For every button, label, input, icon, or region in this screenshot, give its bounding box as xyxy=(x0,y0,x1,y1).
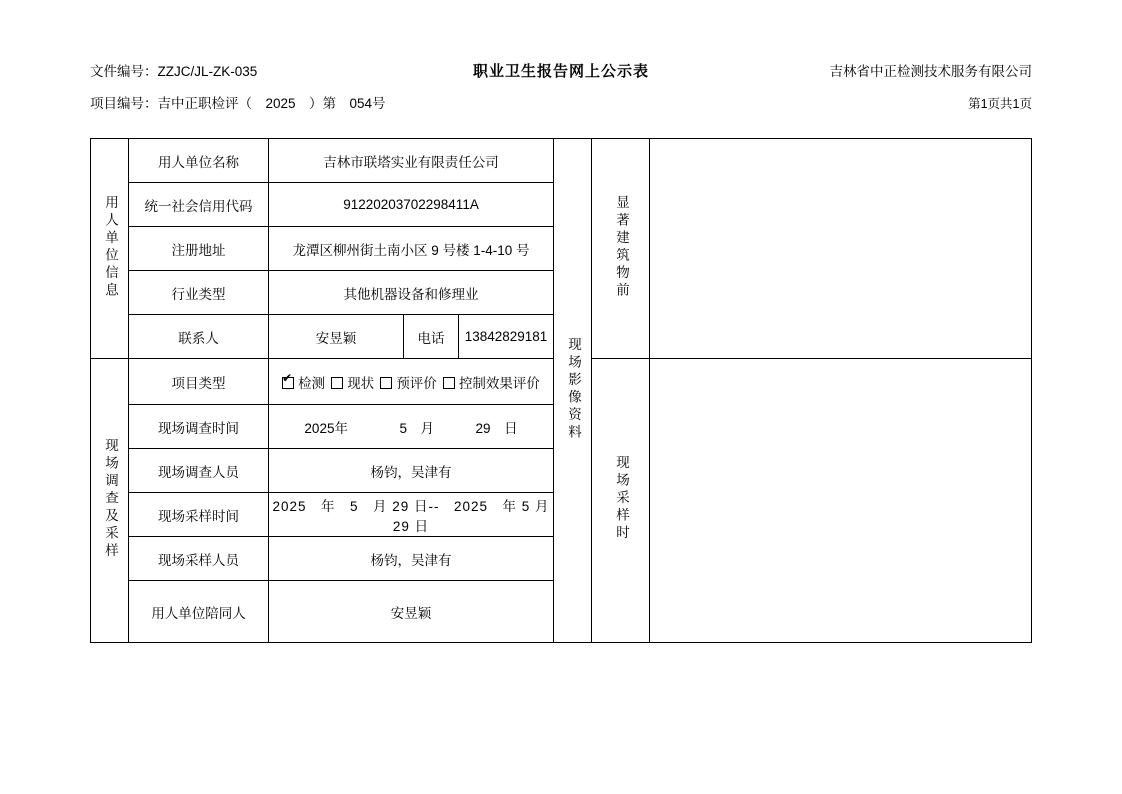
project-type-option-status[interactable] xyxy=(331,372,374,392)
header-row-second xyxy=(90,92,1032,112)
employer-name-label: 用人单位名称 xyxy=(129,139,269,183)
project-type-label: 项目类型 xyxy=(129,359,269,405)
side-label-employer-info xyxy=(91,139,129,359)
project-type-option-status-label: 现状 xyxy=(347,375,375,391)
project-type-option-preassessment[interactable] xyxy=(380,372,437,392)
page-indicator: 第1页共1页 xyxy=(968,97,1032,111)
project-type-option-control-effect[interactable] xyxy=(443,372,540,392)
survey-staff-value: 杨钧，吴津有 xyxy=(269,449,554,493)
checkbox-icon[interactable] xyxy=(443,377,455,389)
credit-code-value: 91220203702298411A xyxy=(269,183,554,227)
checkbox-icon[interactable] xyxy=(380,377,392,389)
side-label-survey-sampling xyxy=(91,359,129,643)
project-type-option-control-effect-label: 控制效果评价 xyxy=(458,375,540,391)
survey-staff-label: 现场调查人员 xyxy=(129,449,269,493)
table-row xyxy=(91,139,1032,183)
survey-time-month: 5 月 xyxy=(399,420,435,436)
address-value: 龙潭区柳州街土南小区 9 号楼 1-4-10 号 xyxy=(269,227,554,271)
checkbox-icon[interactable] xyxy=(331,377,343,389)
side-label-media-text: 现场影像资料 xyxy=(565,336,581,442)
main-table xyxy=(90,138,1032,643)
survey-time-label: 现场调查时间 xyxy=(129,405,269,449)
survey-time-day: 29 日 xyxy=(475,420,518,436)
sampling-staff-label: 现场采样人员 xyxy=(129,537,269,581)
document-number-label: 文件编号： xyxy=(90,64,158,79)
sampling-staff-value: 杨钧，吴津有 xyxy=(269,537,554,581)
header-row-top xyxy=(90,60,1032,80)
project-type-option-detection-label: 检测 xyxy=(298,375,326,391)
project-number-value: 吉中正职检评（ 2025 ）第 054号 xyxy=(157,96,386,111)
project-number-label: 项目编号： xyxy=(90,96,158,111)
side-label-photo2 xyxy=(592,359,650,643)
sampling-time-value: 2025 年 5 月 29 日-- 2025 年 5 月 29 日 xyxy=(269,493,554,537)
survey-time-year: 2025年 xyxy=(304,420,348,436)
project-type-option-preassessment-label: 预评价 xyxy=(396,375,437,391)
contact-value: 安昱颖 xyxy=(269,315,404,359)
industry-value: 其他机器设备和修理业 xyxy=(269,271,554,315)
project-number xyxy=(90,92,386,112)
survey-time-value xyxy=(269,405,554,449)
phone-label: 电话 xyxy=(404,315,459,359)
accompany-label: 用人单位陪同人 xyxy=(129,581,269,643)
accompany-value: 安昱颖 xyxy=(269,581,554,643)
company-name: 吉林省中正检测技术服务有限公司 xyxy=(829,64,1032,79)
side-label-photo1-text: 显著建筑物前 xyxy=(613,194,629,300)
project-type-option-detection[interactable] xyxy=(282,372,325,392)
employer-name-value: 吉林市联塔实业有限责任公司 xyxy=(269,139,554,183)
side-label-media xyxy=(554,139,592,643)
contact-label: 联系人 xyxy=(129,315,269,359)
photo-cell-sampling xyxy=(650,359,1032,643)
side-label-survey-sampling-text: 现场调查及采样 xyxy=(102,437,118,561)
document-number-value: ZZJC/JL-ZK-035 xyxy=(157,64,258,79)
address-label: 注册地址 xyxy=(129,227,269,271)
phone-value: 13842829181 xyxy=(459,315,554,359)
checkbox-checked-icon[interactable] xyxy=(282,377,294,389)
photo-cell-building-front xyxy=(650,139,1032,359)
side-label-employer-info-text: 用人单位信息 xyxy=(102,194,118,300)
credit-code-label: 统一社会信用代码 xyxy=(129,183,269,227)
industry-label: 行业类型 xyxy=(129,271,269,315)
project-type-options xyxy=(269,359,554,405)
side-label-photo2-text: 现场采样时 xyxy=(613,455,629,543)
sampling-time-label: 现场采样时间 xyxy=(129,493,269,537)
page-title: 职业卫生报告网上公示表 xyxy=(472,63,649,80)
side-label-photo1 xyxy=(592,139,650,359)
